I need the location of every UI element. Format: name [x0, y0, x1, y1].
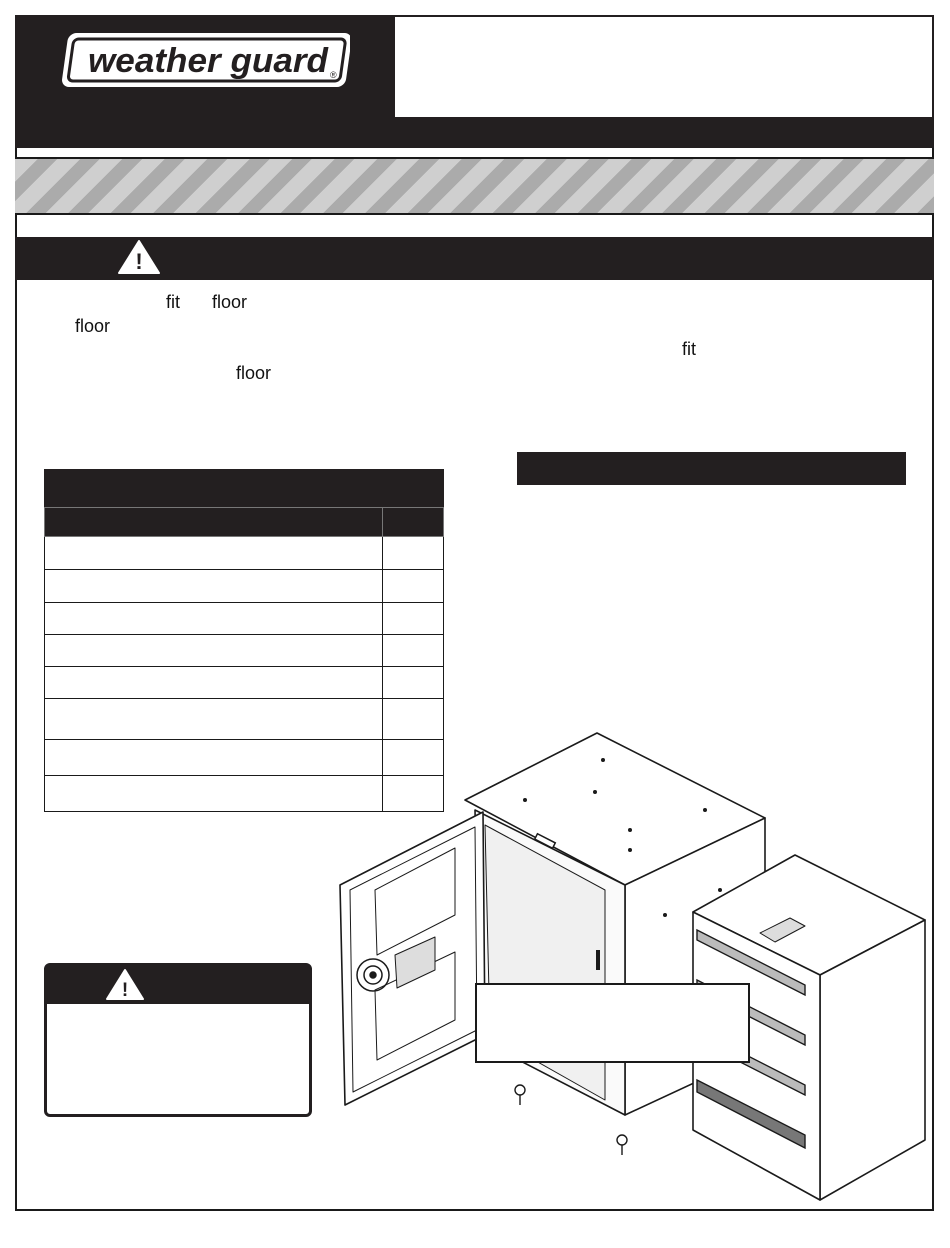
logo-text: weather guard [88, 42, 330, 80]
table-row [45, 635, 444, 667]
instructions-header-bar [517, 452, 906, 485]
body-word-floor: floor [75, 316, 111, 336]
cabinet-illustration [335, 730, 935, 1210]
body-word-floor: floor [236, 363, 272, 383]
callout-box [475, 983, 750, 1063]
parts-table-header-row [45, 508, 444, 537]
table-row [45, 537, 444, 570]
body-word-fit: fit [166, 292, 181, 312]
caution-box [44, 963, 312, 1117]
table-row [45, 570, 444, 603]
caution-header [47, 966, 309, 1004]
parts-col-description [45, 508, 383, 537]
body-word-fit: fit [682, 339, 697, 359]
weather-guard-logo [60, 30, 350, 90]
table-row [45, 603, 444, 635]
parts-col-qty [383, 508, 444, 537]
registered-mark: ® [330, 70, 337, 80]
title-box [395, 17, 932, 117]
hazard-stripe-band [15, 157, 934, 215]
caution-triangle-icon [105, 968, 145, 1002]
body-word-floor: floor [212, 292, 248, 312]
table-row [45, 667, 444, 699]
warning-triangle-icon [116, 238, 162, 276]
caution-symbol: ! [121, 980, 129, 1001]
warning-symbol: ! [135, 249, 143, 274]
parts-table-title-bar [44, 469, 444, 507]
